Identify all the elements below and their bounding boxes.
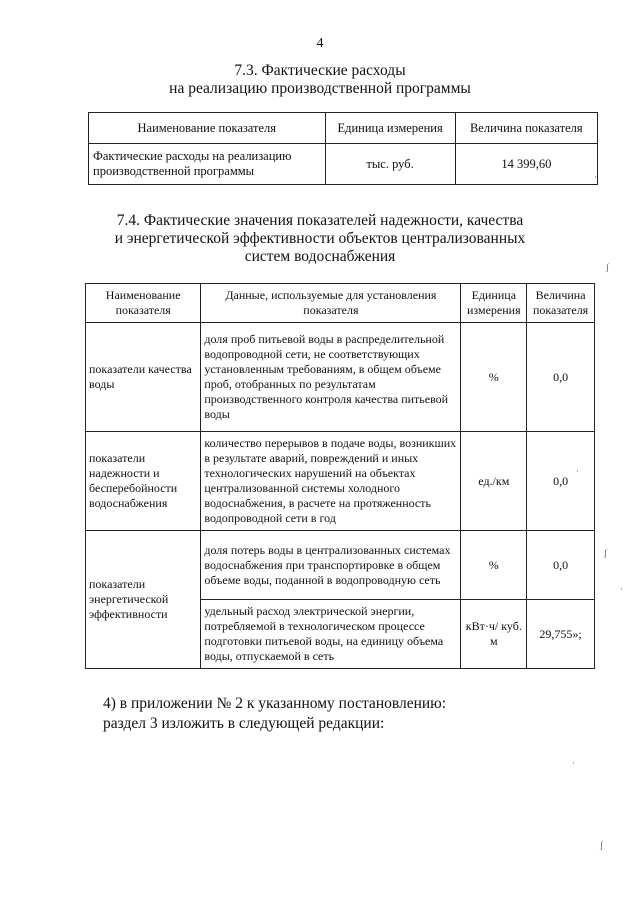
indicator-data-cell: доля потерь воды в централизованных системах водоснабжения при транспортировке в общем объеме воды, поданной в водопроводную сеть bbox=[201, 531, 461, 600]
indicator-value-cell: 0,0 bbox=[527, 323, 595, 432]
amendment-line2: раздел 3 изложить в следующей редакции: bbox=[103, 715, 385, 732]
header-indicator-name: Наименование показателя bbox=[89, 113, 326, 144]
header-indicator-name: Наименование показателя bbox=[86, 284, 201, 323]
expenses-name-cell: Фактические расходы на реализацию производственной программы bbox=[89, 144, 326, 185]
table-row bbox=[86, 323, 595, 432]
expenses-unit-cell: тыс. руб. bbox=[325, 144, 455, 185]
indicator-name-cell: показатели качества воды bbox=[86, 323, 201, 432]
table-row bbox=[86, 432, 595, 531]
indicator-name-cell: показатели надежности и бесперебойности водоснабжения bbox=[86, 432, 201, 531]
indicator-data-cell: количество перерывов в подаче воды, возникших в результате аварий, повреждений и иных технологических нарушений на объектах централизованной системы холодного водоснабжения, в расчете на протяженность водопроводной сети в год bbox=[201, 432, 461, 531]
indicator-name-cell: показатели энергетической эффективности bbox=[86, 531, 201, 669]
amendment-paragraph bbox=[103, 694, 446, 734]
expenses-table bbox=[88, 112, 598, 185]
scan-speck: ʃ bbox=[606, 262, 609, 272]
header-unit: Единица измерения bbox=[325, 113, 455, 144]
indicator-unit-cell: % bbox=[461, 323, 527, 432]
indicator-value-cell: 0,0 bbox=[527, 432, 595, 531]
scan-speck: · bbox=[594, 172, 597, 182]
indicator-unit-cell: ед./км bbox=[461, 432, 527, 531]
header-source-data: Данные, используемые для установления показателя bbox=[201, 284, 461, 323]
table-row bbox=[86, 531, 595, 600]
header-value: Величина показателя bbox=[527, 284, 595, 323]
section-7-3-title-line1: 7.3. Фактические расходы bbox=[234, 62, 406, 79]
section-7-4-title-line1: 7.4. Фактические значения показателей надежности, качества bbox=[116, 212, 524, 229]
header-unit: Единица измерения bbox=[461, 284, 527, 323]
table-row bbox=[89, 144, 598, 185]
header-value: Величина показателя bbox=[455, 113, 597, 144]
scan-speck: ʃ bbox=[604, 548, 607, 558]
indicator-data-cell: доля проб питьевой воды в распределительной водопроводной сети, не соответствующих установленным требованиям, в общем объеме проб, отобранных по результатам производственного контроля качества питьевой воды bbox=[201, 323, 461, 432]
section-7-4-title-line3: систем водоснабжения bbox=[244, 248, 396, 265]
section-7-4-title-line2: и энергетической эффективности объектов централизованных bbox=[114, 230, 526, 247]
page-number: 4 bbox=[316, 36, 324, 51]
table-header-row bbox=[89, 113, 598, 144]
indicator-unit-cell: % bbox=[461, 531, 527, 600]
scan-speck: · bbox=[572, 758, 575, 768]
indicator-data-cell: удельный расход электрической энергии, потребляемой в технологическом процессе подготовки питьевой воды, на единицу объема воды, отпускаемой в сеть bbox=[201, 600, 461, 669]
scan-speck: · bbox=[620, 584, 623, 594]
section-7-3-title-line2: на реализацию производственной программы bbox=[169, 80, 471, 97]
table-header-row bbox=[86, 284, 595, 323]
section-7-3-title bbox=[0, 62, 640, 98]
scan-speck: · bbox=[576, 466, 579, 476]
amendment-line1: 4) в приложении № 2 к указанному постановлению: bbox=[103, 695, 447, 712]
indicator-value-cell: 29,755»; bbox=[527, 600, 595, 669]
indicators-table bbox=[85, 283, 595, 669]
section-7-4-title bbox=[0, 212, 640, 266]
expenses-value-cell: 14 399,60 bbox=[455, 144, 597, 185]
scan-speck: ʃ bbox=[600, 840, 603, 850]
indicator-unit-cell: кВт·ч/ куб. м bbox=[461, 600, 527, 669]
indicator-value-cell: 0,0 bbox=[527, 531, 595, 600]
